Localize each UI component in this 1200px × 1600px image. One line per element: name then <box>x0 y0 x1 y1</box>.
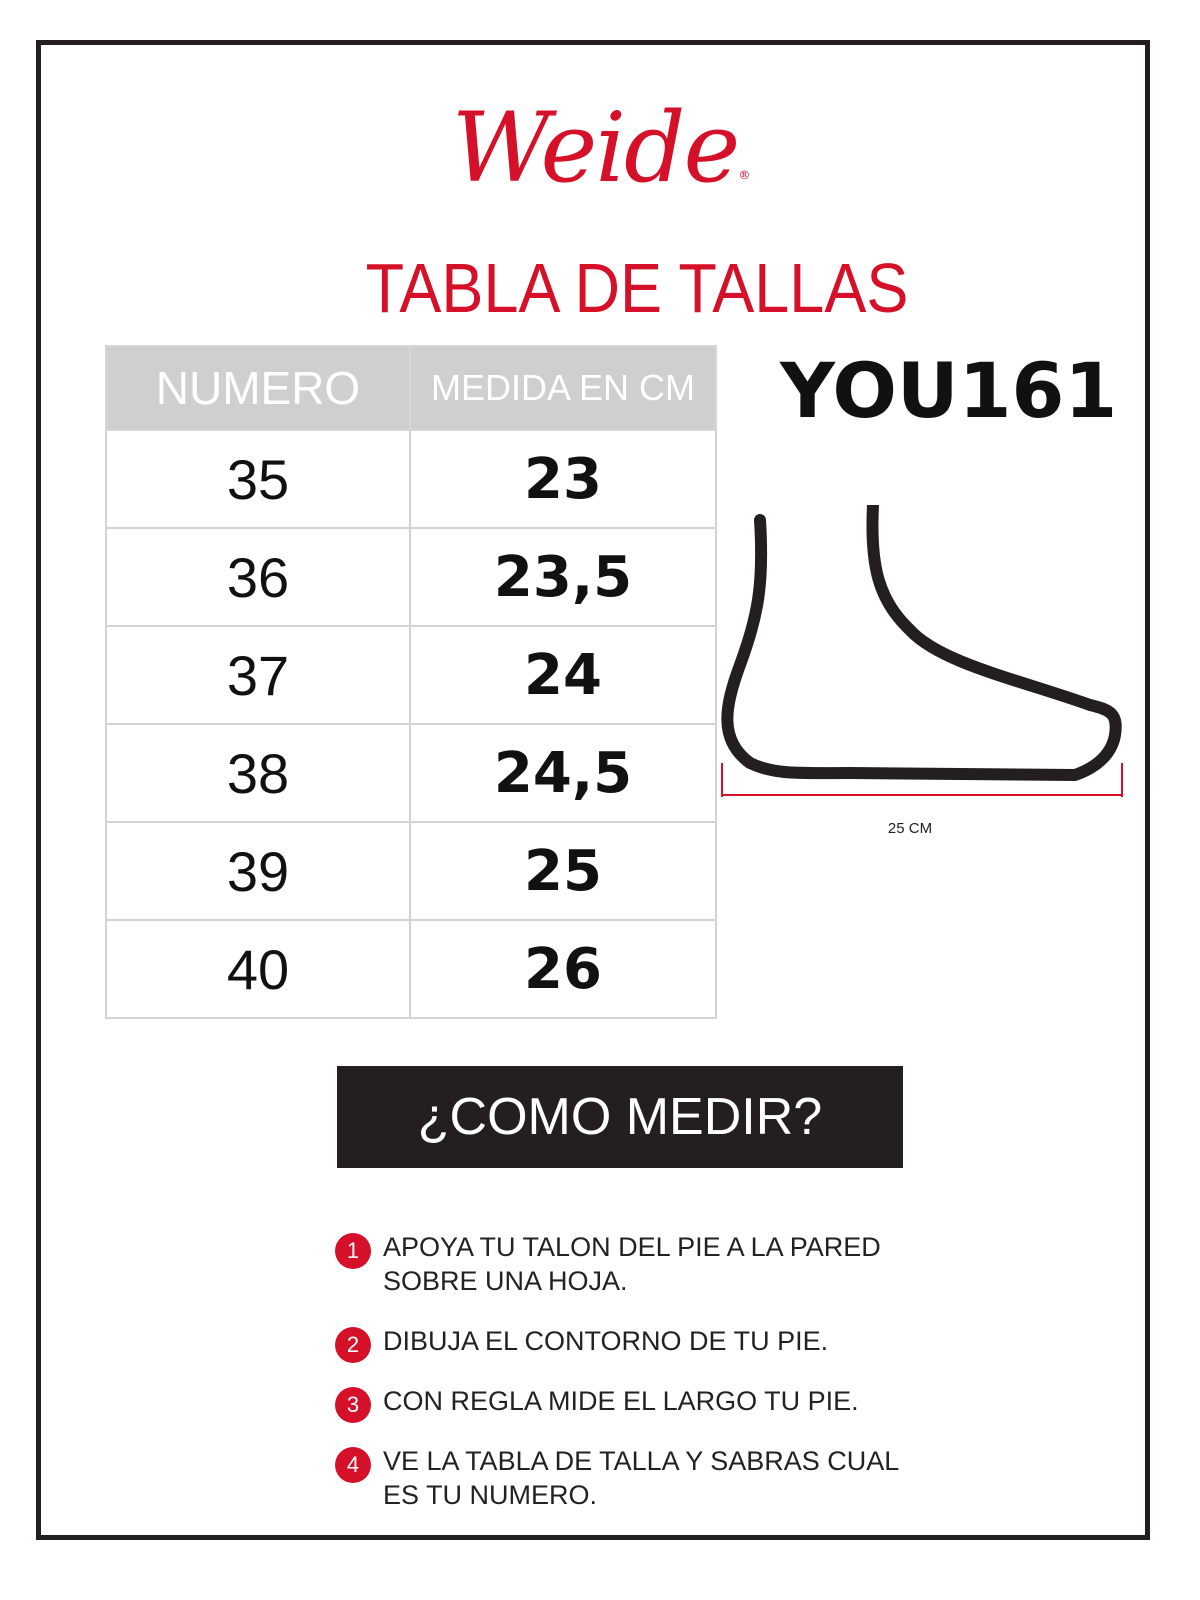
brand-logo: Weide® <box>451 92 749 204</box>
foot-outline-illustration <box>720 505 1140 845</box>
table-row <box>106 822 716 920</box>
step-number-badge: 2 <box>335 1327 371 1363</box>
step-line: SOBRE UNA HOJA. <box>383 1266 628 1296</box>
list-item <box>335 1324 935 1358</box>
step-number-badge: 4 <box>335 1447 371 1483</box>
size-number: 40 <box>106 920 410 1018</box>
size-number: 38 <box>106 724 410 822</box>
size-cm: 25 <box>410 822 716 920</box>
step-text <box>383 1230 935 1298</box>
size-cm: 26 <box>410 920 716 1018</box>
table-row <box>106 724 716 822</box>
step-number-badge: 1 <box>335 1233 371 1269</box>
step-text <box>383 1384 935 1418</box>
table-row <box>106 528 716 626</box>
measure-label: 25 CM <box>887 820 933 837</box>
header-numero: NUMERO <box>106 346 410 430</box>
step-text <box>383 1444 935 1512</box>
step-line: VE LA TABLA DE TALLA Y SABRAS CUAL <box>383 1446 900 1476</box>
size-number: 39 <box>106 822 410 920</box>
table-row <box>106 626 716 724</box>
step-number-badge: 3 <box>335 1387 371 1423</box>
page-title: TABLA DE TALLAS <box>365 249 909 327</box>
size-table-header <box>106 346 716 430</box>
size-cm: 23 <box>410 430 716 528</box>
how-to-steps <box>335 1230 935 1538</box>
size-number: 36 <box>106 528 410 626</box>
list-item <box>335 1384 935 1418</box>
how-to-heading: ¿COMO MEDIR? <box>337 1066 903 1168</box>
size-number: 37 <box>106 626 410 724</box>
header-medida: MEDIDA EN CM <box>410 346 716 430</box>
size-number: 35 <box>106 430 410 528</box>
size-cm: 24 <box>410 626 716 724</box>
size-table <box>105 345 717 1019</box>
table-row <box>106 920 716 1018</box>
step-line: CON REGLA MIDE EL LARGO TU PIE. <box>383 1386 859 1416</box>
step-line: APOYA TU TALON DEL PIE A LA PARED <box>383 1232 881 1262</box>
list-item <box>335 1230 935 1298</box>
size-cm: 24,5 <box>410 724 716 822</box>
table-row <box>106 430 716 528</box>
step-line: ES TU NUMERO. <box>383 1480 598 1510</box>
model-code: YOU161 <box>780 346 1118 435</box>
foot-outline <box>727 505 1115 775</box>
step-line: DIBUJA EL CONTORNO DE TU PIE. <box>383 1326 829 1356</box>
size-cm: 23,5 <box>410 528 716 626</box>
list-item <box>335 1444 935 1512</box>
step-text <box>383 1324 935 1358</box>
